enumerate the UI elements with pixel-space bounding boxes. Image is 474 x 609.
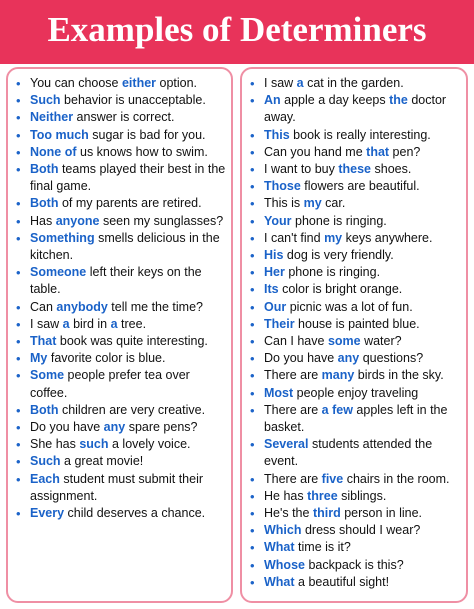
bullet-icon: • (250, 574, 255, 590)
bullet-icon: • (250, 93, 255, 109)
right-examples-panel (240, 67, 468, 603)
sentence-text: answer is correct. (73, 110, 175, 125)
example-sentence (16, 505, 227, 522)
sentence-text: I saw (30, 316, 63, 331)
bullet-icon: • (16, 299, 21, 315)
example-sentence (250, 488, 462, 505)
determiner-word: Their (264, 316, 295, 331)
sentence-text: I want to buy (264, 162, 339, 177)
determiner-word: a (62, 316, 70, 331)
sentence-text: child deserves a chance. (64, 506, 206, 521)
example-sentence (250, 522, 462, 539)
bullet-icon: • (250, 162, 255, 178)
sentence-text: a lovely voice. (108, 437, 191, 452)
sentence-text: He has (264, 488, 308, 503)
determiner-word: Every (30, 506, 65, 521)
sentence-text: Can I have (264, 334, 328, 349)
sentence-text: students attended the event. (264, 437, 433, 469)
example-sentence (16, 316, 227, 333)
bullet-icon: • (16, 144, 21, 160)
determiner-word: some (327, 334, 361, 349)
determiner-word: Neither (30, 110, 74, 125)
example-sentence (16, 453, 227, 470)
determiner-word: Several (264, 437, 309, 452)
example-sentence (250, 333, 462, 350)
example-sentence (250, 264, 462, 281)
sentence-text: sugar is bad for you. (88, 127, 206, 142)
example-sentence (250, 557, 462, 574)
example-sentence (16, 213, 227, 230)
bullet-icon: • (250, 265, 255, 281)
example-sentence (16, 436, 227, 453)
sentence-text: phone is ringing. (284, 265, 381, 280)
determiner-word: That (30, 334, 57, 349)
determiner-word: any (103, 420, 126, 435)
example-sentence (16, 144, 227, 161)
sentence-text: backpack is this? (304, 557, 404, 572)
bullet-icon: • (250, 368, 255, 384)
determiner-word: My (30, 351, 48, 366)
bullet-icon: • (16, 316, 21, 332)
determiner-word: that (366, 144, 390, 159)
sentence-text: left their keys on the table. (30, 265, 202, 297)
right-examples-list (250, 75, 462, 591)
example-sentence (16, 230, 227, 264)
sentence-text: behavior is unacceptable. (60, 93, 206, 108)
example-sentence (250, 230, 462, 247)
bullet-icon: • (16, 454, 21, 470)
sentence-text: tree. (117, 316, 147, 331)
determiner-word: Each (30, 471, 60, 486)
example-sentence (16, 127, 227, 144)
sentence-text: phone is ringing. (291, 213, 387, 228)
example-sentence (250, 144, 462, 161)
determiner-word: What (264, 574, 295, 589)
example-sentence (16, 264, 227, 298)
page-title: Examples of Determiners (47, 10, 427, 49)
sentence-text: birds in the sky. (354, 368, 444, 383)
determiner-word: Some (30, 368, 65, 383)
bullet-icon: • (250, 282, 255, 298)
example-sentence (250, 127, 462, 144)
example-sentence (16, 333, 227, 350)
example-sentence (16, 195, 227, 212)
example-sentence (250, 367, 462, 384)
determiner-word: Such (30, 93, 61, 108)
sentence-text: chairs in the room. (343, 471, 450, 486)
bullet-icon: • (250, 488, 255, 504)
sentence-text: picnic was a lot of fun. (286, 299, 413, 314)
example-sentence (250, 247, 462, 264)
example-sentence (250, 299, 462, 316)
determiner-word: Your (264, 213, 292, 228)
sentence-text: seen my sunglasses? (99, 213, 224, 228)
sentence-text: She has (30, 437, 80, 452)
sentence-text: us knows how to swim. (76, 144, 208, 159)
sentence-text: book is really interesting. (289, 127, 431, 142)
sentence-text: Do you have (264, 351, 338, 366)
example-sentence (250, 178, 462, 195)
sentence-text: You can choose (30, 76, 122, 90)
determiner-word: Too much (30, 127, 89, 142)
determiner-word: What (264, 540, 295, 555)
bullet-icon: • (16, 265, 21, 281)
sentence-text: Has (30, 213, 56, 228)
bullet-icon: • (250, 230, 255, 246)
sentence-text: There are (264, 368, 322, 383)
determiner-word: third (312, 506, 341, 521)
sentence-text: spare pens? (125, 420, 198, 435)
bullet-icon: • (250, 557, 255, 573)
bullet-icon: • (16, 506, 21, 522)
sentence-text: option. (156, 76, 198, 90)
example-sentence (250, 471, 462, 488)
determiner-word: Her (264, 265, 285, 280)
example-sentence (250, 402, 462, 436)
determiner-word: Whose (264, 557, 305, 572)
determiner-word: Its (264, 282, 279, 297)
determiner-word: Such (30, 454, 61, 469)
bullet-icon: • (16, 420, 21, 436)
bullet-icon: • (250, 334, 255, 350)
bullet-icon: • (16, 351, 21, 367)
bullet-icon: • (16, 437, 21, 453)
example-sentence (250, 436, 462, 470)
determiner-word: the (389, 93, 408, 108)
sentence-text: Can you hand me (264, 144, 367, 159)
determiner-word: Both (30, 162, 59, 177)
sentence-text: color is bright orange. (278, 282, 403, 297)
example-sentence (250, 574, 462, 591)
determiner-word: Which (264, 523, 302, 538)
bullet-icon: • (16, 162, 21, 178)
bullet-icon: • (250, 76, 255, 91)
bullet-icon: • (16, 368, 21, 384)
bullet-icon: • (250, 316, 255, 332)
bullet-icon: • (250, 385, 255, 401)
sentence-text: a great movie! (60, 454, 144, 469)
bullet-icon: • (16, 76, 21, 91)
bullet-icon: • (16, 93, 21, 109)
example-sentence (250, 195, 462, 212)
sentence-text: book was quite interesting. (56, 334, 208, 349)
sentence-text: water? (360, 334, 402, 349)
bullet-icon: • (16, 196, 21, 212)
bullet-icon: • (250, 523, 255, 539)
bullet-icon: • (250, 196, 255, 212)
example-sentence (16, 299, 227, 316)
bullet-icon: • (250, 402, 255, 418)
example-sentence (16, 109, 227, 126)
determiner-word: these (338, 162, 372, 177)
sentence-text: Do you have (30, 420, 104, 435)
bullet-icon: • (16, 213, 21, 229)
example-sentence (250, 92, 462, 126)
bullet-icon: • (16, 471, 21, 487)
bullet-icon: • (250, 351, 255, 367)
bullet-icon: • (250, 144, 255, 160)
determiner-word: None of (30, 144, 77, 159)
sentence-text: keys anywhere. (342, 230, 433, 245)
example-sentence (250, 539, 462, 556)
determiner-word: many (321, 368, 355, 383)
sentence-text: a beautiful sight! (294, 574, 390, 589)
sentence-text: time is it? (294, 540, 351, 555)
example-sentence (16, 402, 227, 419)
determiner-word: An (264, 93, 281, 108)
sentence-text: doctor away. (264, 93, 447, 125)
sentence-text: There are (264, 471, 322, 486)
sentence-text: car. (321, 196, 346, 211)
bullet-icon: • (250, 299, 255, 315)
bullet-icon: • (16, 230, 21, 246)
sentence-text: people prefer tea over coffee. (30, 368, 190, 400)
bullet-icon: • (250, 213, 255, 229)
determiner-word: a (110, 316, 118, 331)
sentence-text: house is painted blue. (294, 316, 420, 331)
sentence-text: dog is very friendly. (283, 248, 394, 263)
example-sentence (16, 419, 227, 436)
left-examples-panel (6, 67, 233, 603)
determiner-word: His (264, 248, 284, 263)
bullet-icon: • (250, 127, 255, 143)
determiner-word: three (307, 488, 338, 503)
determiner-word: anybody (56, 299, 108, 314)
sentence-text: shoes. (371, 162, 412, 177)
determiner-word: my (303, 196, 322, 211)
sentence-text: He's the (264, 506, 313, 521)
example-sentence (16, 367, 227, 401)
example-sentence (16, 350, 227, 367)
example-sentence (16, 75, 227, 92)
determiner-word: any (337, 351, 360, 366)
determiner-word: Someone (30, 265, 87, 280)
determiner-word: This (264, 127, 290, 142)
sentence-text: apples left in the basket. (264, 402, 448, 435)
sentence-text: There are (264, 402, 322, 417)
sentence-text: favorite color is blue. (47, 351, 166, 366)
sentence-text: dress should I wear? (301, 523, 421, 538)
sentence-text: bird in (69, 316, 111, 331)
sentence-text: Can (30, 299, 57, 314)
sentence-text: This is (264, 196, 304, 211)
example-sentence (250, 75, 462, 92)
sentence-text: people enjoy traveling (293, 385, 419, 400)
sentence-text: of my parents are retired. (58, 196, 202, 211)
determiner-word: a (296, 76, 304, 90)
sentence-text: flowers are beautiful. (300, 179, 420, 194)
determiner-word: Our (264, 299, 287, 314)
sentence-text: person in line. (340, 506, 423, 521)
sentence-text: siblings. (337, 488, 387, 503)
bullet-icon: • (16, 110, 21, 126)
example-sentence (16, 161, 227, 195)
bullet-icon: • (250, 540, 255, 556)
example-sentence (250, 385, 462, 402)
determiner-word: Those (264, 179, 301, 194)
bullet-icon: • (16, 402, 21, 418)
determiner-word: such (79, 437, 109, 452)
example-sentence (250, 161, 462, 178)
example-sentence (250, 350, 462, 367)
sentence-text: questions? (359, 351, 424, 366)
bullet-icon: • (16, 127, 21, 143)
determiner-word: Most (264, 385, 294, 400)
sentence-text: cat in the garden. (303, 76, 404, 90)
example-sentence (16, 92, 227, 109)
determiner-word: a few (321, 402, 353, 417)
bullet-icon: • (250, 248, 255, 264)
sentence-text: tell me the time? (107, 299, 203, 314)
sentence-text: children are very creative. (58, 402, 206, 417)
sentence-text: teams played their best in the final game. (30, 162, 226, 194)
title-banner (0, 0, 474, 64)
example-sentence (250, 281, 462, 298)
determiner-word: Something (30, 230, 95, 245)
sentence-text: apple a day keeps (280, 93, 390, 108)
example-sentence (250, 505, 462, 522)
left-examples-list (16, 75, 227, 522)
sentence-text: I saw (264, 76, 297, 90)
sentence-text: student must submit their assignment. (30, 471, 204, 503)
example-sentence (250, 213, 462, 230)
bullet-icon: • (250, 471, 255, 487)
sentence-text: pen? (389, 144, 421, 159)
bullet-icon: • (250, 437, 255, 453)
bullet-icon: • (250, 506, 255, 522)
determiner-word: Both (30, 196, 59, 211)
determiner-word: Both (30, 402, 59, 417)
example-sentence (16, 471, 227, 505)
determiner-word: my (324, 230, 343, 245)
example-sentence (250, 316, 462, 333)
determiner-word: anyone (55, 213, 100, 228)
bullet-icon: • (16, 334, 21, 350)
determiner-word: five (321, 471, 344, 486)
sentence-text: smells delicious in the kitchen. (30, 230, 220, 263)
bullet-icon: • (250, 179, 255, 195)
sentence-text: I can't find (264, 230, 325, 245)
determiner-word: either (121, 76, 157, 90)
